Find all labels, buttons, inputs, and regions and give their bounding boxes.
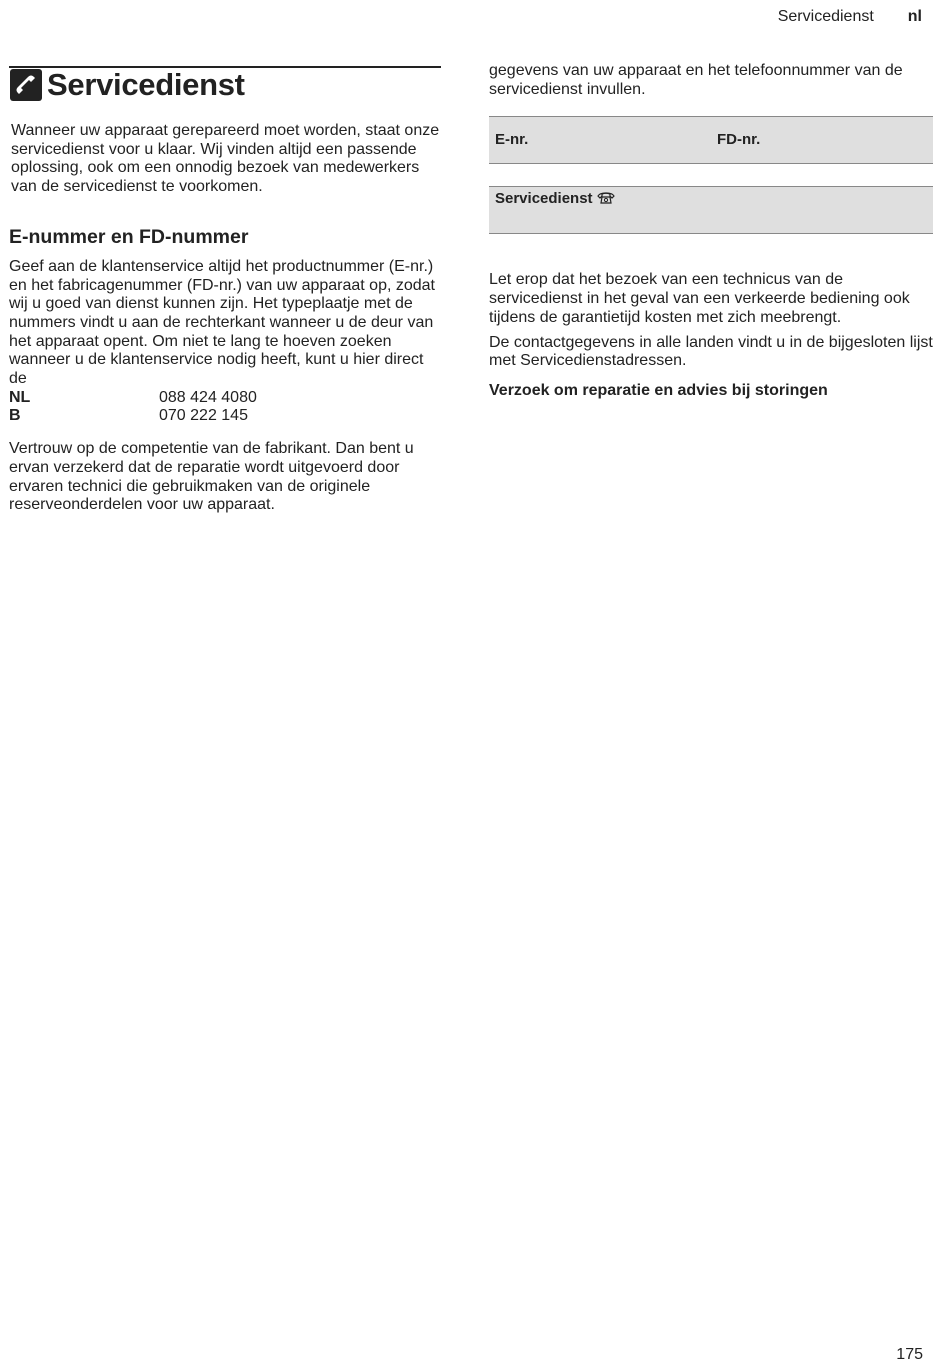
running-header-language: nl bbox=[907, 8, 922, 25]
fd-number-label: FD-nr. bbox=[717, 131, 761, 149]
e-number-label: E-nr. bbox=[495, 131, 529, 149]
trust-paragraph: Vertrouw op de competentie van de fabrikant. Dan bent u ervan verzekerd dat de reparatie wordt uitgevoerd door ervaren technici die gebruikmaken van de originele reserveonderdelen voor uw apparaat. bbox=[9, 440, 414, 514]
contact-row bbox=[9, 389, 441, 408]
telephone-icon bbox=[597, 191, 615, 209]
contact-phone: 070 222 145 bbox=[159, 407, 248, 425]
contact-country: B bbox=[9, 407, 21, 425]
repair-request-heading: Verzoek om reparatie en advies bij storingen bbox=[489, 381, 828, 399]
warning-paragraph: Let erop dat het bezoek van een technicus van de servicedienst in het geval van een verkeerde bediening ook tijdens de garantietijd kosten met zich meebrengt. bbox=[489, 271, 910, 326]
device-info-form bbox=[489, 116, 933, 234]
running-header bbox=[778, 8, 922, 26]
intro-paragraph: Wanneer uw apparaat gerepareerd moet worden, staat onze servicedienst voor u klaar. Wij vinden altijd een passende oplossing, ook om een onnodig bezoek van medewerkers van de servicedienst te voorkomen. bbox=[11, 122, 440, 196]
contact-phone: 088 424 4080 bbox=[159, 388, 257, 406]
contact-info-paragraph: De contactgegevens in alle landen vindt u in de bijgesloten lijst met Servicedienstadressen. bbox=[489, 333, 933, 370]
phone-handset-icon bbox=[9, 68, 43, 102]
contact-row bbox=[9, 407, 441, 426]
contact-country: NL bbox=[9, 388, 31, 406]
form-row-service[interactable] bbox=[489, 186, 933, 234]
contact-table bbox=[9, 389, 441, 426]
page-number: 175 bbox=[896, 1346, 923, 1363]
continued-paragraph: gegevens van uw apparaat en het telefoonnummer van de servicedienst invullen. bbox=[489, 62, 903, 98]
page-title: Servicedienst bbox=[47, 67, 245, 102]
service-label-wrap bbox=[495, 190, 615, 209]
title-bar bbox=[9, 66, 441, 102]
left-column bbox=[9, 66, 441, 515]
right-column bbox=[489, 62, 933, 401]
enumber-paragraph: Geef aan de klantenservice altijd het productnummer (E-nr.) en het fabricagenummer (FD-nr.) van uw apparaat op, zodat wij u goed van dienst kunnen zijn. Het typeplaatje met de nummers vindt u aan de rechterkant wanneer u de deur van het apparaat opent. Om niet te lang te hoeven zoeken wanneer u de klantenservice nodig heeft, kunt u hier direct de bbox=[9, 257, 435, 388]
running-header-section: Servicedienst bbox=[777, 8, 874, 25]
service-label: Servicedienst bbox=[495, 190, 593, 208]
section-heading-enumber: E-nummer en FD-nummer bbox=[9, 225, 249, 248]
form-row-numbers[interactable] bbox=[489, 116, 933, 164]
